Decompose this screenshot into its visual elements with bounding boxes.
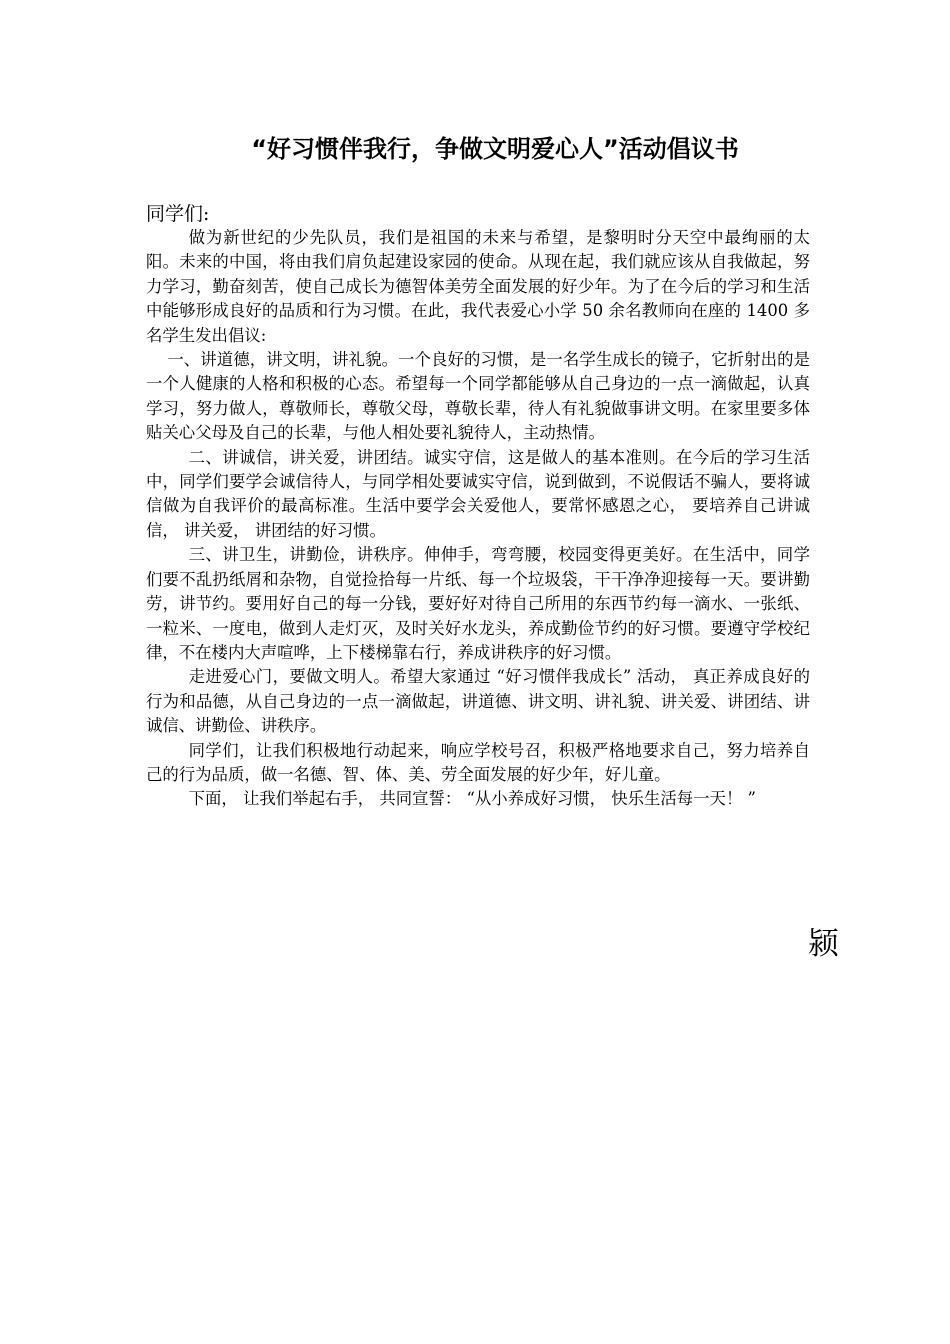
document-title: “好习惯伴我行，争做文明爱心人”活动倡议书 (251, 135, 739, 163)
paragraph-item-3: 三、讲卫生，讲勤俭，讲秩序。伸伸手，弯弯腰，校园变得更美好。在生活中，同学们要不乱扔纸屑和杂物，自觉捡拾每一片纸、每一个垃圾袋，干干净净迎接每一天。要讲勤劳，讲节约。要用好自己的每一分钱，要好好对待自己所用的东西节约每一滴水、一张纸、一粒米、一度电，做到人走灯灭，及时关好水龙头，养成勤俭节约的好习惯。要遵守学校纪律，不在楼内大声喧哗，上下楼梯靠右行，养成讲秩序的好习惯。 (146, 545, 810, 662)
salutation: 同学们: (146, 203, 210, 225)
paragraph-item-1: 一、讲道德，讲文明，讲礼貌。一个良好的习惯，是一名学生成长的镜子，它折射出的是一个人健康的人格和积极的心态。希望每一个同学都能够从自己身边的一点一滴做起，认真学习，努力做人，尊敬师长，尊敬父母，尊敬长辈，待人有礼貌做事讲文明。在家里要多体贴关心父母及自己的长辈，与他人相处要礼貌待人，主动热情。 (146, 350, 810, 443)
paragraph-item-2: 二、讲诚信，讲关爱，讲团结。诚实守信，这是做人的基本准则。在今后的学习生活中，同学们要学会诚信待人，与同学相处要诚实守信，说到做到，不说假话不骗人，要将诚信做为自我评价的最高标准。生活中要学会关爱他人，要常怀感恩之心， 要培养自己讲诚信， 讲关爱， 讲团结的好习惯。 (146, 447, 810, 540)
paragraph-summary: 走进爱心门，要做文明人。希望大家通过 “好习惯伴我成长” 活动， 真正养成良好的行为和品德，从自己身边的一点一滴做起，讲道德、讲文明、讲礼貌、讲关爱、讲团结、讲诚信、讲勤俭、讲秩序。 (146, 667, 810, 736)
paragraph-call-to-action: 同学们，让我们积极地行动起来，响应学校号召，积极严格地要求自己，努力培养自己的行为品质，做一名德、智、体、美、劳全面发展的好少年，好儿童。 (146, 740, 810, 784)
stray-character: 颍 (808, 926, 839, 962)
paragraph-oath: 下面， 让我们举起右手， 共同宣誓： “从小养成好习惯， 快乐生活每一天！ ” (188, 789, 756, 809)
paragraph-intro: 做为新世纪的少先队员，我们是祖国的未来与希望，是黎明时分天空中最绚丽的太阳。未来的中国，将由我们肩负起建设家园的使命。从现在起，我们就应该从自我做起，努力学习，勤奋刻苦，使自己成长为德智体美劳全面发展的好少年。为了在今后的学习和生活中能够形成良好的品质和行为习惯。在此，我代表爱心小学 50 余名教师向在座的 1400 多名学生发出倡议: (146, 228, 810, 345)
document-body (146, 226, 810, 812)
